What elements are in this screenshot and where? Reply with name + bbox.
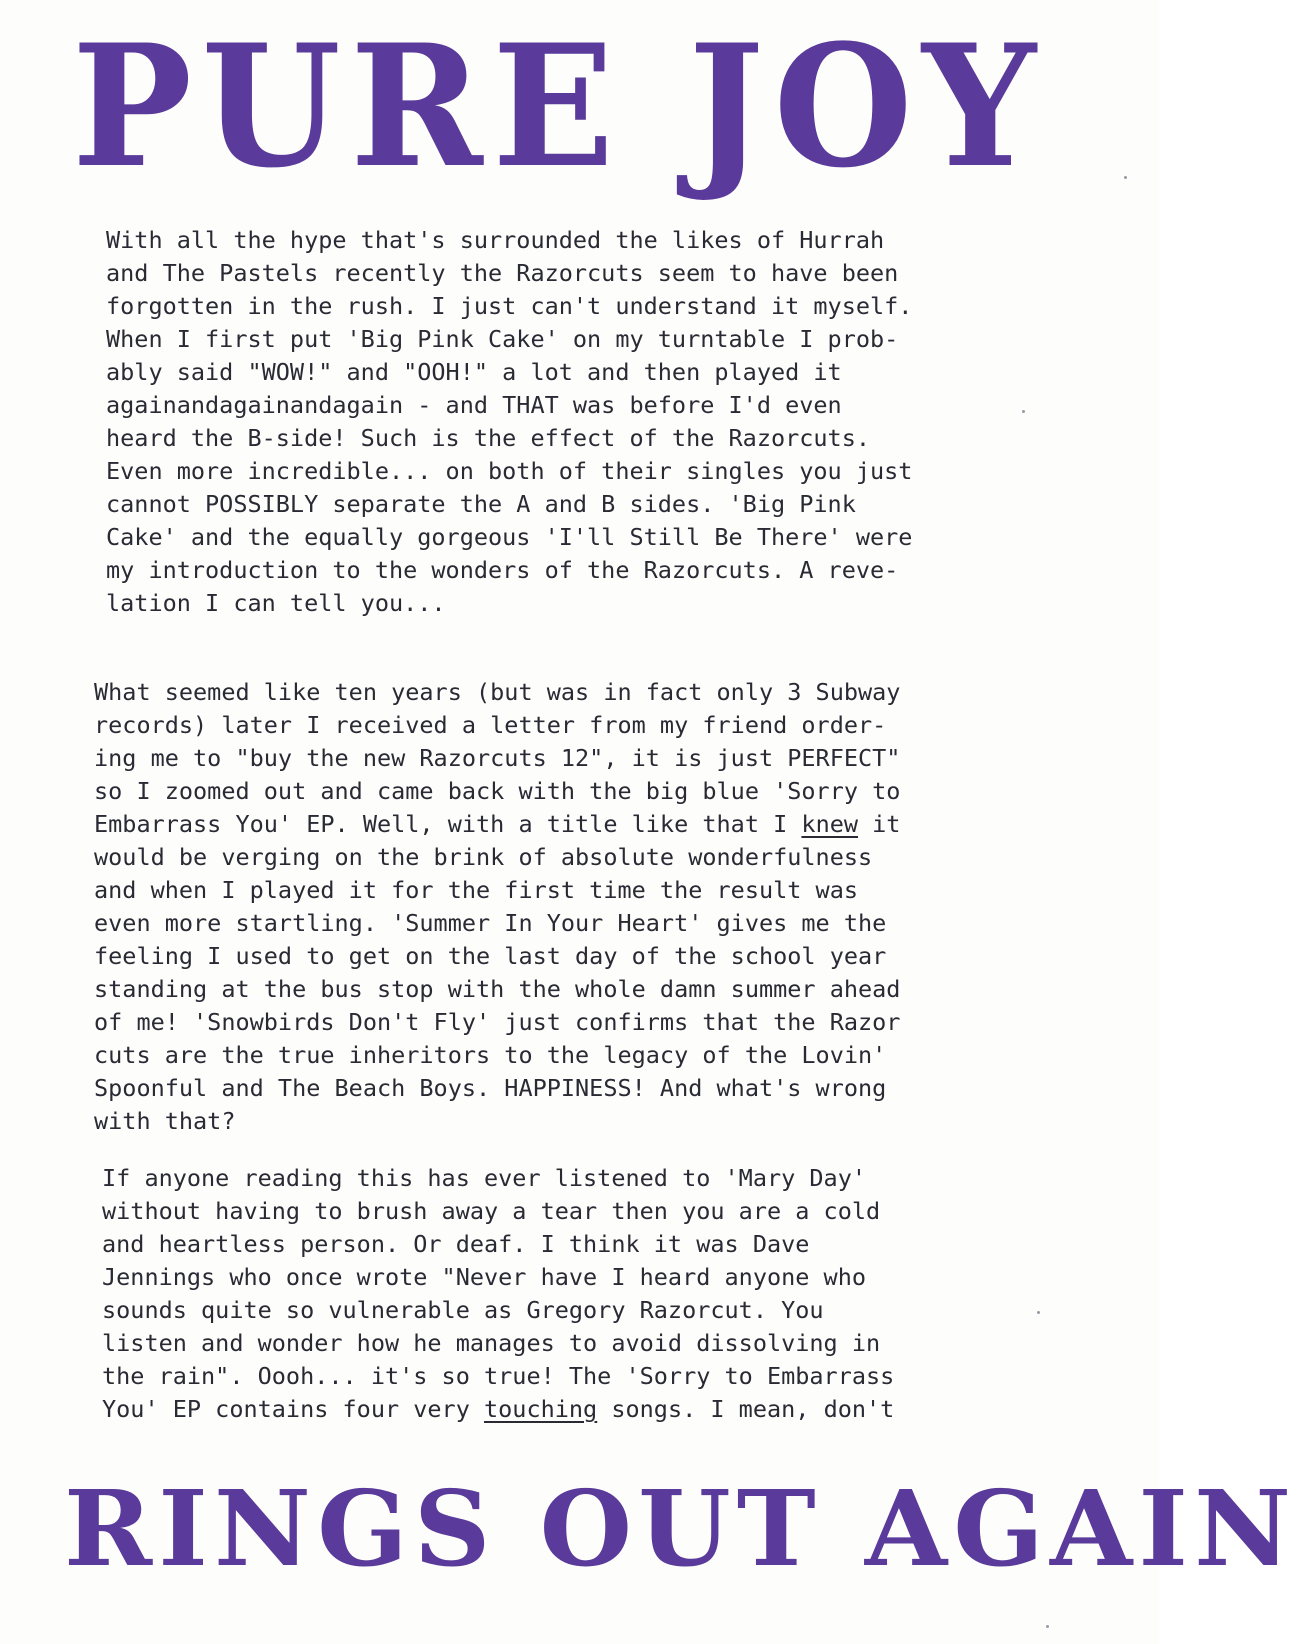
text-line: ing me to "buy the new Razorcuts 12", it is just PERFECT"	[94, 744, 901, 772]
text-line: Jennings who once wrote "Never have I heard anyone who	[102, 1263, 867, 1291]
text-line: so I zoomed out and came back with the big blue 'Sorry to	[94, 777, 901, 805]
text-line: Cake' and the equally gorgeous 'I'll Still Be There' were	[106, 523, 913, 551]
text-line: of me! 'Snowbirds Don't Fly' just confirms that the Razor	[94, 1008, 901, 1036]
text-line: standing at the bus stop with the whole damn summer ahead	[94, 975, 901, 1003]
text-segment: it	[858, 810, 901, 838]
text-line: would be verging on the brink of absolute wonderfulness	[94, 843, 873, 871]
text-line: records) later I received a letter from my friend order-	[94, 711, 887, 739]
text-line: Spoonful and The Beach Boys. HAPPINESS! And what's wrong	[94, 1074, 887, 1102]
text-line: sounds quite so vulnerable as Gregory Razorcut. You	[102, 1296, 824, 1324]
text-line: my introduction to the wonders of the Razorcuts. A reve-	[106, 556, 899, 584]
text-line: againandagainandagain - and THAT was before I'd even	[106, 391, 842, 419]
text-line: What seemed like ten years (but was in fact only 3 Subway	[94, 678, 901, 706]
text-line: and The Pastels recently the Razorcuts seem to have been	[106, 259, 899, 287]
text-line: When I first put 'Big Pink Cake' on my turntable I prob-	[106, 325, 899, 353]
text-line: lation I can tell you...	[106, 589, 446, 617]
paragraph-3	[102, 1162, 894, 1426]
text-line: With all the hype that's surrounded the likes of Hurrah	[106, 226, 885, 254]
ink-speck	[1124, 176, 1127, 179]
ink-speck	[1046, 1625, 1049, 1628]
text-line: listen and wonder how he manages to avoid dissolving in	[102, 1329, 881, 1357]
text-line: the rain". Oooh... it's so true! The 'Sorry to Embarrass	[102, 1362, 895, 1390]
text-line: feeling I used to get on the last day of the school year	[94, 942, 887, 970]
paragraph-2	[94, 676, 900, 1138]
text-line: with that?	[94, 1107, 236, 1135]
text-line: and when I played it for the first time the result was	[94, 876, 859, 904]
text-segment: You' EP contains four very	[102, 1395, 485, 1423]
text-line: If anyone reading this has ever listened to 'Mary Day'	[102, 1164, 867, 1192]
text-line: without having to brush away a tear then you are a cold	[102, 1197, 881, 1225]
text-line: even more startling. 'Summer In Your Heart' gives me the	[94, 909, 887, 937]
text-line: cannot POSSIBLY separate the A and B sides. 'Big Pink	[106, 490, 856, 518]
text-line: Even more incredible... on both of their singles you just	[106, 457, 913, 485]
underlined-word: knew	[801, 810, 859, 838]
headline-top: PURE JOY	[72, 7, 1046, 205]
text-line: heard the B-side! Such is the effect of the Razorcuts.	[106, 424, 871, 452]
paragraph-1	[106, 224, 912, 620]
ink-speck	[1037, 1311, 1040, 1314]
text-segment: Embarrass You' EP. Well, with a title like that I	[94, 810, 802, 838]
text-line	[94, 808, 900, 841]
headline-bottom: RINGS OUT AGAIN	[64, 1467, 1297, 1590]
text-line: and heartless person. Or deaf. I think it was Dave	[102, 1230, 810, 1258]
text-segment: songs. I mean, don't	[597, 1395, 895, 1423]
text-line: ably said "WOW!" and "OOH!" a lot and then played it	[106, 358, 842, 386]
underlined-word: touching	[484, 1395, 598, 1423]
text-line: cuts are the true inheritors to the legacy of the Lovin'	[94, 1041, 887, 1069]
text-line: forgotten in the rush. I just can't understand it myself.	[106, 292, 913, 320]
text-line	[102, 1393, 894, 1426]
ink-speck	[1022, 410, 1025, 413]
